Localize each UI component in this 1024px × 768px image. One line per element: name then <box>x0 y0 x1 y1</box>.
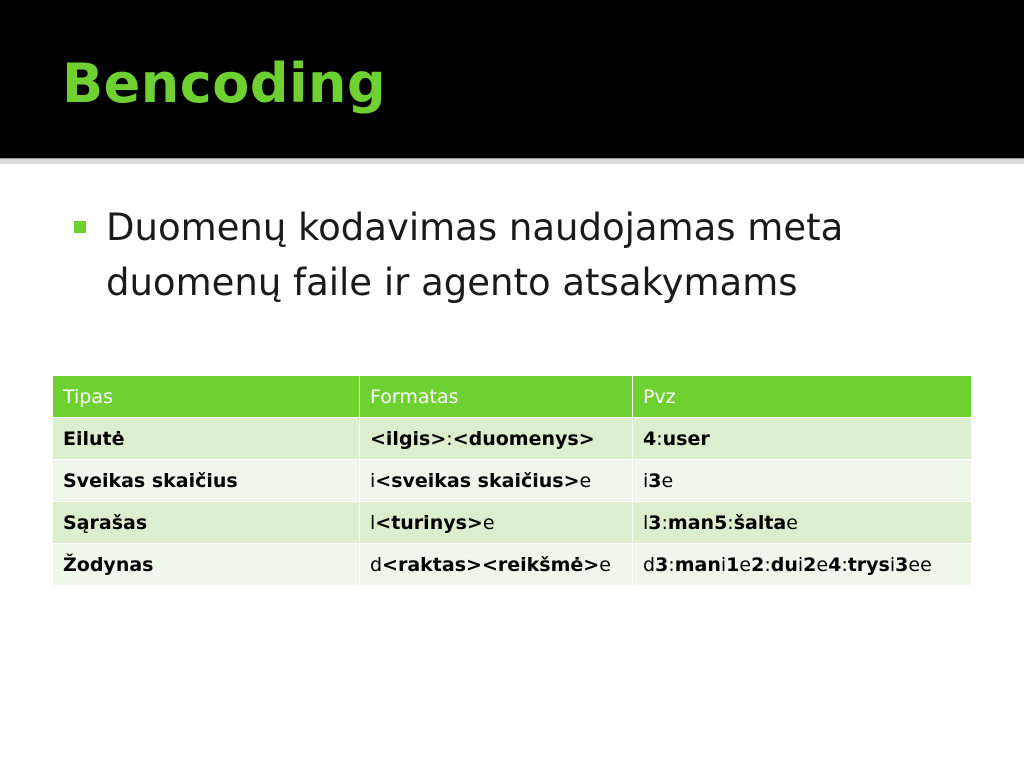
example-cell <box>633 502 972 544</box>
cell-text-segment: l <box>643 511 649 534</box>
header-cell-format: Formatas <box>360 376 633 418</box>
cell-text-segment: : <box>841 553 848 576</box>
example-cell <box>633 418 972 460</box>
table-row <box>53 460 972 502</box>
cell-text-segment: : <box>764 553 771 576</box>
cell-text-segment: e <box>599 553 611 576</box>
cell-text-segment: ee <box>908 553 932 576</box>
cell-text-segment: e <box>579 469 592 492</box>
cell-text-segment: du <box>770 553 798 576</box>
title-divider <box>0 158 1024 164</box>
cell-text-segment: 1 <box>726 553 740 576</box>
cell-text-segment: 3 <box>895 553 909 576</box>
cell-text-segment: man <box>674 553 721 576</box>
square-bullet-icon <box>74 221 86 233</box>
cell-text-segment: <sveikas skaičius> <box>375 469 580 492</box>
cell-text-segment: trys <box>847 553 890 576</box>
cell-text-segment: 2 <box>803 553 817 576</box>
cell-text-segment: 2 <box>751 553 765 576</box>
table-row <box>53 502 972 544</box>
title-band <box>0 0 1024 158</box>
cell-text-segment: e <box>816 553 829 576</box>
cell-text-segment: : <box>656 427 663 450</box>
cell-text-segment: 3 <box>648 511 662 534</box>
cell-text-segment: : <box>446 427 453 450</box>
type-cell: Žodynas <box>53 544 360 586</box>
header-cell-example: Pvz <box>633 376 972 418</box>
type-cell: Sveikas skaičius <box>53 460 360 502</box>
cell-text-segment: 3 <box>655 553 669 576</box>
example-cell <box>633 544 972 586</box>
type-cell: Eilutė <box>53 418 360 460</box>
cell-text-segment: d <box>643 553 656 576</box>
cell-text-segment: user <box>662 427 710 450</box>
header-cell-type: Tipas <box>53 376 360 418</box>
format-cell <box>360 544 633 586</box>
cell-text-segment: e <box>739 553 752 576</box>
format-cell <box>360 418 633 460</box>
cell-text-segment: : <box>727 511 734 534</box>
cell-text-segment: d <box>370 553 383 576</box>
cell-text-segment: <duomenys> <box>452 427 595 450</box>
table-header-row <box>53 376 972 418</box>
cell-text-segment: <turinys> <box>375 511 483 534</box>
cell-text-segment: man5 <box>667 511 728 534</box>
cell-text-segment: 4 <box>643 427 657 450</box>
cell-text-segment: e <box>786 511 798 534</box>
table-row <box>53 418 972 460</box>
type-cell: Sąrašas <box>53 502 360 544</box>
cell-text-segment: : <box>661 511 668 534</box>
cell-text-segment: <raktas><reikšmė> <box>382 553 600 576</box>
cell-text-segment: i <box>889 553 896 576</box>
cell-text-segment: i <box>720 553 727 576</box>
bullet-point <box>72 200 952 310</box>
cell-text-segment: : <box>668 553 675 576</box>
cell-text-segment: i <box>370 469 376 492</box>
cell-text-segment: šalta <box>733 511 787 534</box>
slide-title: Bencoding <box>62 52 387 115</box>
cell-text-segment: e <box>482 511 495 534</box>
format-cell <box>360 460 633 502</box>
cell-text-segment: 4 <box>828 553 842 576</box>
cell-text-segment: l <box>370 511 376 534</box>
cell-text-segment: e <box>661 469 674 492</box>
table-row <box>53 544 972 586</box>
cell-text-segment: <ilgis> <box>370 427 447 450</box>
example-cell <box>633 460 972 502</box>
cell-text-segment: i <box>797 553 804 576</box>
format-cell <box>360 502 633 544</box>
cell-text-segment: 3 <box>648 469 662 492</box>
cell-text-segment: i <box>643 469 649 492</box>
bullet-text: Duomenų kodavimas naudojamas meta duomenų faile ir agento atsakymams <box>106 206 844 304</box>
bencoding-table <box>52 375 972 586</box>
